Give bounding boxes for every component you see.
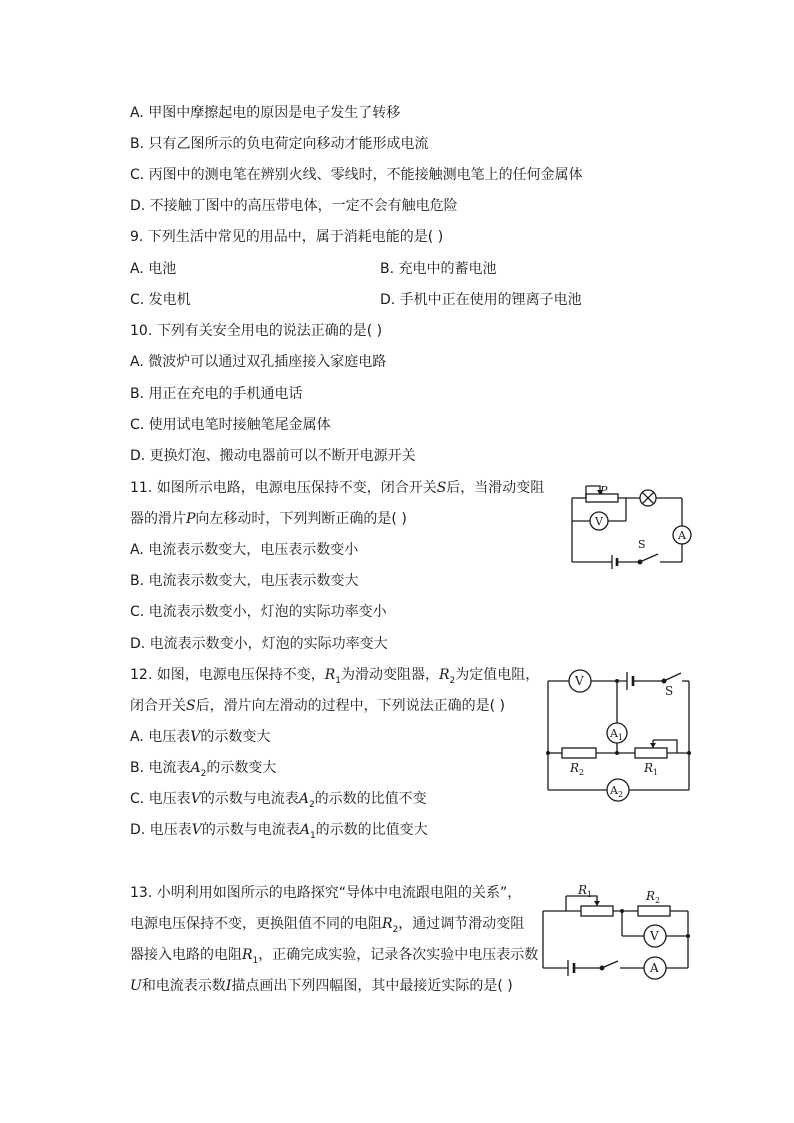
q12-circuit-diagram [540,660,700,805]
q11-fig-switch-label: S [638,538,646,551]
q8-option-a: A. 甲图中摩擦起电的原因是电子发生了转移 [130,105,401,121]
q13-fig-r1-label: $R_1$ [578,883,593,899]
q11-fig-voltmeter-label: V [595,515,603,528]
q8-option-d: D. 不接触丁图中的高压带电体，一定不会有触电危险 [130,198,458,214]
q13-stem-line4: U和电流表示数I描点画出下列四幅图，其中最接近实际的是( ) [130,978,513,994]
q12-stem-line2: 闭合开关S后，滑片向左滑动的过程中，下列说法正确的是( ) [130,698,505,714]
q13-stem-line2: 电源电压保持不变，更换阻值不同的电阻$R_2$，通过调节滑动变阻 [130,916,525,935]
q12-fig-a1-label: $A_1$ [610,727,624,742]
q11-fig-ammeter-label: A [678,529,686,542]
q12-option-b: B. 电流表$A_2$的示数变大 [130,760,277,779]
q11-option-c: C. 电流表示数变小，灯泡的实际功率变小 [130,604,387,620]
q11-option-a: A. 电流表示数变大，电压表示数变小 [130,542,359,558]
q13-fig-voltmeter-label: V [650,929,659,943]
q12-fig-r2-label: $R_2$ [570,761,585,777]
q12-option-d: D. 电压表V的示数与电流表$A_1$的示数的比值变大 [130,822,428,841]
q13-fig-ammeter-label: A [650,961,659,975]
q13-stem-line3: 器接入电路的电阻$R_1$，正确完成实验，记录各次实验中电压表示数 [130,947,539,966]
q13-stem-line1: 13. 小明利用如图所示的电路探究“导体中电流跟电阻的关系”， [130,885,522,901]
q9-option-c: C. 发电机 [130,292,191,308]
q10-stem: 10. 下列有关安全用电的说法正确的是( ) [130,323,383,339]
q10-option-b: B. 用正在充电的手机通电话 [130,386,303,402]
q13-fig-r2-label: $R_2$ [646,889,661,905]
q8-option-c: C. 丙图中的测电笔在辨别火线、零线时，不能接触测电笔上的任何金属体 [130,167,583,183]
q12-fig-voltmeter-label: V [575,674,584,688]
q11-circuit-diagram [560,474,700,584]
q8-option-b: B. 只有乙图所示的负电荷定向移动才能形成电流 [130,136,429,152]
q10-option-a: A. 微波炉可以通过双孔插座接入家庭电路 [130,354,387,370]
q12-fig-switch-label: S [665,684,674,698]
q12-stem-line1: 12. 如图，电源电压保持不变，$R_1$为滑动变阻器，$R_2$为定值电阻， [130,667,540,686]
q12-fig-r1-label: $R_1$ [644,761,659,777]
q12-option-c: C. 电压表V的示数与电流表$A_2$的示数的比值不变 [130,791,427,810]
q9-option-a: A. 电池 [130,261,177,277]
q11-stem-line2: 器的滑片P向左移动时，下列判断正确的是( ) [130,511,407,527]
q11-fig-p-label: P [600,484,608,497]
q11-option-b: B. 电流表示数变大，电压表示数变大 [130,573,359,589]
q10-option-c: C. 使用试电笔时接触笔尾金属体 [130,417,331,433]
q12-option-a: A. 电压表V的示数变大 [130,729,271,745]
q11-stem-line1: 11. 如图所示电路，电源电压保持不变，闭合开关S后，当滑动变阻 [130,480,545,496]
q9-option-d: D. 手机中正在使用的锂离子电池 [380,292,582,308]
q12-fig-a2-label: $A_2$ [610,784,624,799]
q9-option-b: B. 充电中的蓄电池 [380,261,497,277]
q9-stem: 9. 下列生活中常见的用品中，属于消耗电能的是( ) [130,229,444,245]
q13-circuit-diagram [538,878,698,978]
q10-option-d: D. 更换灯泡、搬动电器前可以不断开电源开关 [130,448,416,464]
q11-option-d: D. 电流表示数变小，灯泡的实际功率变大 [130,636,388,652]
